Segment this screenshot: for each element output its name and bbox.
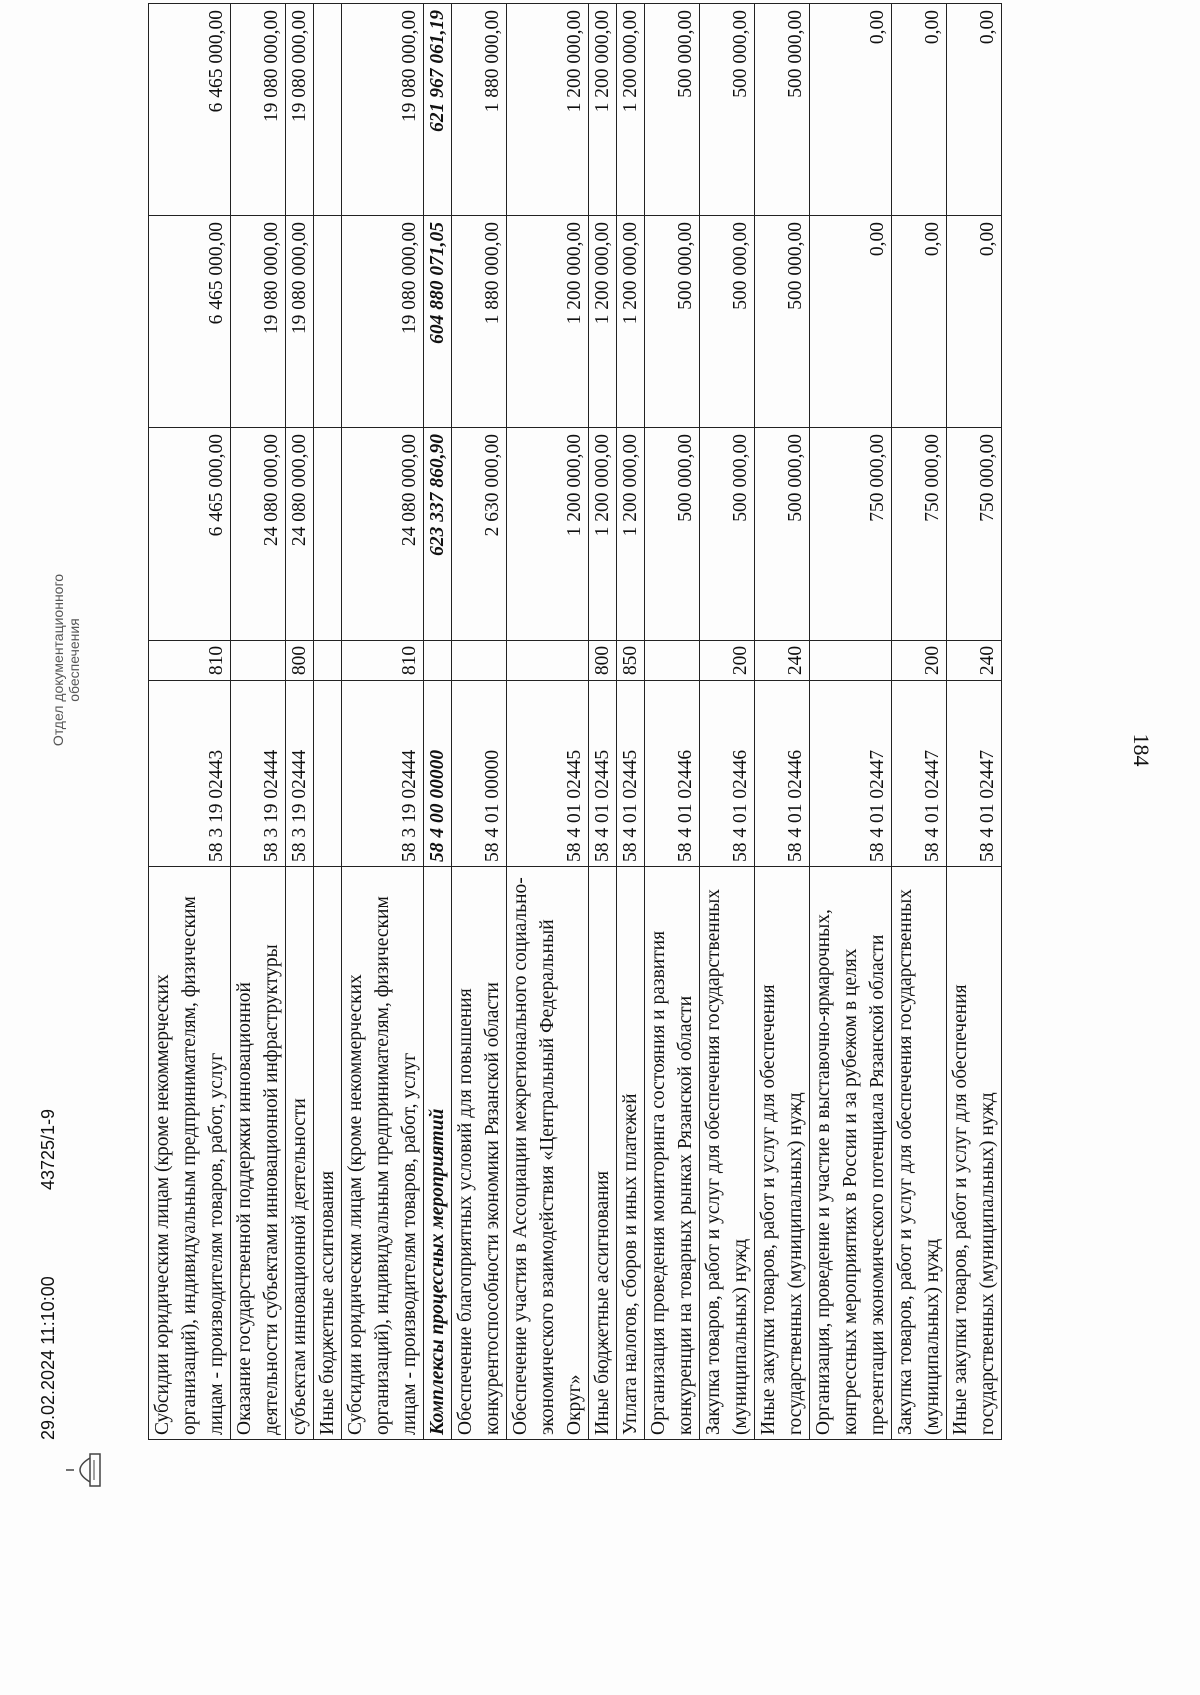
row-code: 58 4 01 02446 bbox=[645, 681, 700, 867]
stamp-line-2: обеспечения bbox=[66, 618, 82, 702]
row-value-2: 0,00 bbox=[810, 216, 892, 428]
row-value-1: 750 000,00 bbox=[892, 428, 947, 641]
row-value-2: 6 465 000,00 bbox=[149, 216, 231, 428]
row-value-1: 750 000,00 bbox=[947, 428, 1002, 641]
row-vr: 240 bbox=[947, 641, 1002, 681]
row-code: 58 4 01 02446 bbox=[700, 681, 755, 867]
row-name: Иные бюджетные ассигнования bbox=[314, 867, 342, 1440]
department-stamp bbox=[50, 560, 82, 760]
row-value-3: 0,00 bbox=[892, 4, 947, 216]
row-value-3: 500 000,00 bbox=[755, 4, 810, 216]
row-code: 58 4 01 02446 bbox=[755, 681, 810, 867]
row-value-2: 0,00 bbox=[892, 216, 947, 428]
table-row bbox=[314, 4, 342, 1440]
row-value-1: 1 200 000,00 bbox=[617, 428, 645, 641]
row-value-2: 500 000,00 bbox=[700, 216, 755, 428]
row-name: Организация, проведение и участие в выставочно-ярмарочных, конгрессных мероприятиях в России и за рубежом в целях презентации экономического потенциала Рязанской области bbox=[810, 867, 892, 1440]
row-code bbox=[314, 681, 342, 867]
row-code: 58 3 19 02444 bbox=[342, 681, 424, 867]
row-vr: 800 bbox=[286, 641, 314, 681]
row-value-3 bbox=[314, 4, 342, 216]
row-name: Закупка товаров, работ и услуг для обеспечения государственных (муниципальных) нужд bbox=[700, 867, 755, 1440]
row-vr bbox=[452, 641, 507, 681]
row-value-1: 24 080 000,00 bbox=[342, 428, 424, 641]
row-value-2: 19 080 000,00 bbox=[231, 216, 286, 428]
row-value-2: 1 880 000,00 bbox=[452, 216, 507, 428]
row-value-3: 1 200 000,00 bbox=[507, 4, 589, 216]
row-vr: 810 bbox=[149, 641, 231, 681]
row-code: 58 4 01 00000 bbox=[452, 681, 507, 867]
row-code: 58 3 19 02444 bbox=[286, 681, 314, 867]
table-row bbox=[755, 4, 810, 1440]
table-row bbox=[645, 4, 700, 1440]
row-vr: 240 bbox=[755, 641, 810, 681]
table-row bbox=[892, 4, 947, 1440]
row-vr: 200 bbox=[700, 641, 755, 681]
row-name: Комплексы процессных мероприятий bbox=[424, 867, 452, 1440]
row-name: Уплата налогов, сборов и иных платежей bbox=[617, 867, 645, 1440]
row-value-3: 0,00 bbox=[947, 4, 1002, 216]
row-code: 58 3 19 02443 bbox=[149, 681, 231, 867]
row-name: Оказание государственной поддержки инновационной деятельности субъектами инновационной инфраструктуры bbox=[231, 867, 286, 1440]
row-vr: 850 bbox=[617, 641, 645, 681]
row-vr bbox=[424, 641, 452, 681]
table-row bbox=[947, 4, 1002, 1440]
row-vr: 810 bbox=[342, 641, 424, 681]
row-name: Закупка товаров, работ и услуг для обеспечения государственных (муниципальных) нужд bbox=[892, 867, 947, 1440]
row-value-3: 500 000,00 bbox=[700, 4, 755, 216]
table-row bbox=[810, 4, 892, 1440]
row-code: 58 4 01 02445 bbox=[589, 681, 617, 867]
row-value-3: 0,00 bbox=[810, 4, 892, 216]
row-value-1: 6 465 000,00 bbox=[149, 428, 231, 641]
row-name: Обеспечение благоприятных условий для повышения конкурентоспособности экономики Рязанской области bbox=[452, 867, 507, 1440]
row-code: 58 3 19 02444 bbox=[231, 681, 286, 867]
page-number: 184 bbox=[1129, 733, 1154, 767]
footer-date: 29.02.2024 11:10:00 bbox=[38, 1276, 58, 1440]
stamp-line-1: Отдел документационного bbox=[50, 573, 66, 747]
row-value-1: 2 630 000,00 bbox=[452, 428, 507, 641]
row-value-3: 19 080 000,00 bbox=[286, 4, 314, 216]
row-vr bbox=[645, 641, 700, 681]
row-value-3: 1 880 000,00 bbox=[452, 4, 507, 216]
footer-doc-code: 43725/1-9 bbox=[38, 1108, 58, 1190]
budget-table bbox=[148, 3, 1002, 1440]
row-value-2: 1 200 000,00 bbox=[507, 216, 589, 428]
row-value-1: 623 337 860,90 bbox=[424, 428, 452, 641]
row-value-1 bbox=[314, 428, 342, 641]
row-value-3: 621 967 061,19 bbox=[424, 4, 452, 216]
row-vr bbox=[314, 641, 342, 681]
row-code: 58 4 01 02445 bbox=[507, 681, 589, 867]
row-name: субъектам инновационной деятельности bbox=[286, 867, 314, 1440]
row-value-3: 500 000,00 bbox=[645, 4, 700, 216]
row-value-2: 19 080 000,00 bbox=[342, 216, 424, 428]
row-value-3: 19 080 000,00 bbox=[231, 4, 286, 216]
row-name: Субсидии юридическим лицам (кроме некоммерческих организаций), индивидуальным предпринимателям, физическим лицам - производителям товаров, работ, услуг bbox=[342, 867, 424, 1440]
row-value-1: 1 200 000,00 bbox=[589, 428, 617, 641]
row-code: 58 4 01 02447 bbox=[947, 681, 1002, 867]
row-name: Иные закупки товаров, работ и услуг для обеспечения государственных (муниципальных) нужд bbox=[755, 867, 810, 1440]
table-row bbox=[342, 4, 424, 1440]
row-name: Обеспечение участия в Ассоциации межрегионального социально-экономического взаимодействия «Центральный Федеральный Округ» bbox=[507, 867, 589, 1440]
row-code: 58 4 01 02445 bbox=[617, 681, 645, 867]
row-name: Субсидии юридическим лицам (кроме некоммерческих организаций), индивидуальным предпринимателям, физическим лицам - производителям товаров, работ, услуг bbox=[149, 867, 231, 1440]
row-value-3: 6 465 000,00 bbox=[149, 4, 231, 216]
emblem-icon bbox=[60, 1450, 104, 1490]
row-value-2: 1 200 000,00 bbox=[617, 216, 645, 428]
row-value-3: 1 200 000,00 bbox=[617, 4, 645, 216]
row-name: Организация проведения мониторинга состояния и развития конкуренции на товарных рынках Рязанской области bbox=[645, 867, 700, 1440]
row-value-1: 24 080 000,00 bbox=[231, 428, 286, 641]
row-code: 58 4 00 00000 bbox=[424, 681, 452, 867]
table-row bbox=[452, 4, 507, 1440]
row-value-1: 24 080 000,00 bbox=[286, 428, 314, 641]
row-name: Иные бюджетные ассигнования bbox=[589, 867, 617, 1440]
row-value-1: 500 000,00 bbox=[700, 428, 755, 641]
row-value-2: 1 200 000,00 bbox=[589, 216, 617, 428]
row-vr bbox=[231, 641, 286, 681]
row-vr bbox=[810, 641, 892, 681]
row-value-1: 500 000,00 bbox=[645, 428, 700, 641]
row-value-3: 19 080 000,00 bbox=[342, 4, 424, 216]
row-code: 58 4 01 02447 bbox=[892, 681, 947, 867]
table-row bbox=[424, 4, 452, 1440]
budget-table-body bbox=[149, 4, 1002, 1440]
budget-table-wrapper bbox=[148, 4, 1002, 1440]
row-value-2: 0,00 bbox=[947, 216, 1002, 428]
row-value-2: 19 080 000,00 bbox=[286, 216, 314, 428]
table-row bbox=[149, 4, 231, 1440]
row-vr: 200 bbox=[892, 641, 947, 681]
table-row bbox=[617, 4, 645, 1440]
table-row bbox=[589, 4, 617, 1440]
row-value-1: 750 000,00 bbox=[810, 428, 892, 641]
row-value-2: 500 000,00 bbox=[645, 216, 700, 428]
row-vr bbox=[507, 641, 589, 681]
row-value-2: 604 880 071,05 bbox=[424, 216, 452, 428]
row-code: 58 4 01 02447 bbox=[810, 681, 892, 867]
row-name: Иные закупки товаров, работ и услуг для обеспечения государственных (муниципальных) нужд bbox=[947, 867, 1002, 1440]
table-row bbox=[286, 4, 314, 1440]
row-value-1: 1 200 000,00 bbox=[507, 428, 589, 641]
table-row bbox=[700, 4, 755, 1440]
row-vr: 800 bbox=[589, 641, 617, 681]
row-value-3: 1 200 000,00 bbox=[589, 4, 617, 216]
table-row bbox=[507, 4, 589, 1440]
table-row bbox=[231, 4, 286, 1440]
row-value-2 bbox=[314, 216, 342, 428]
row-value-2: 500 000,00 bbox=[755, 216, 810, 428]
row-value-1: 500 000,00 bbox=[755, 428, 810, 641]
